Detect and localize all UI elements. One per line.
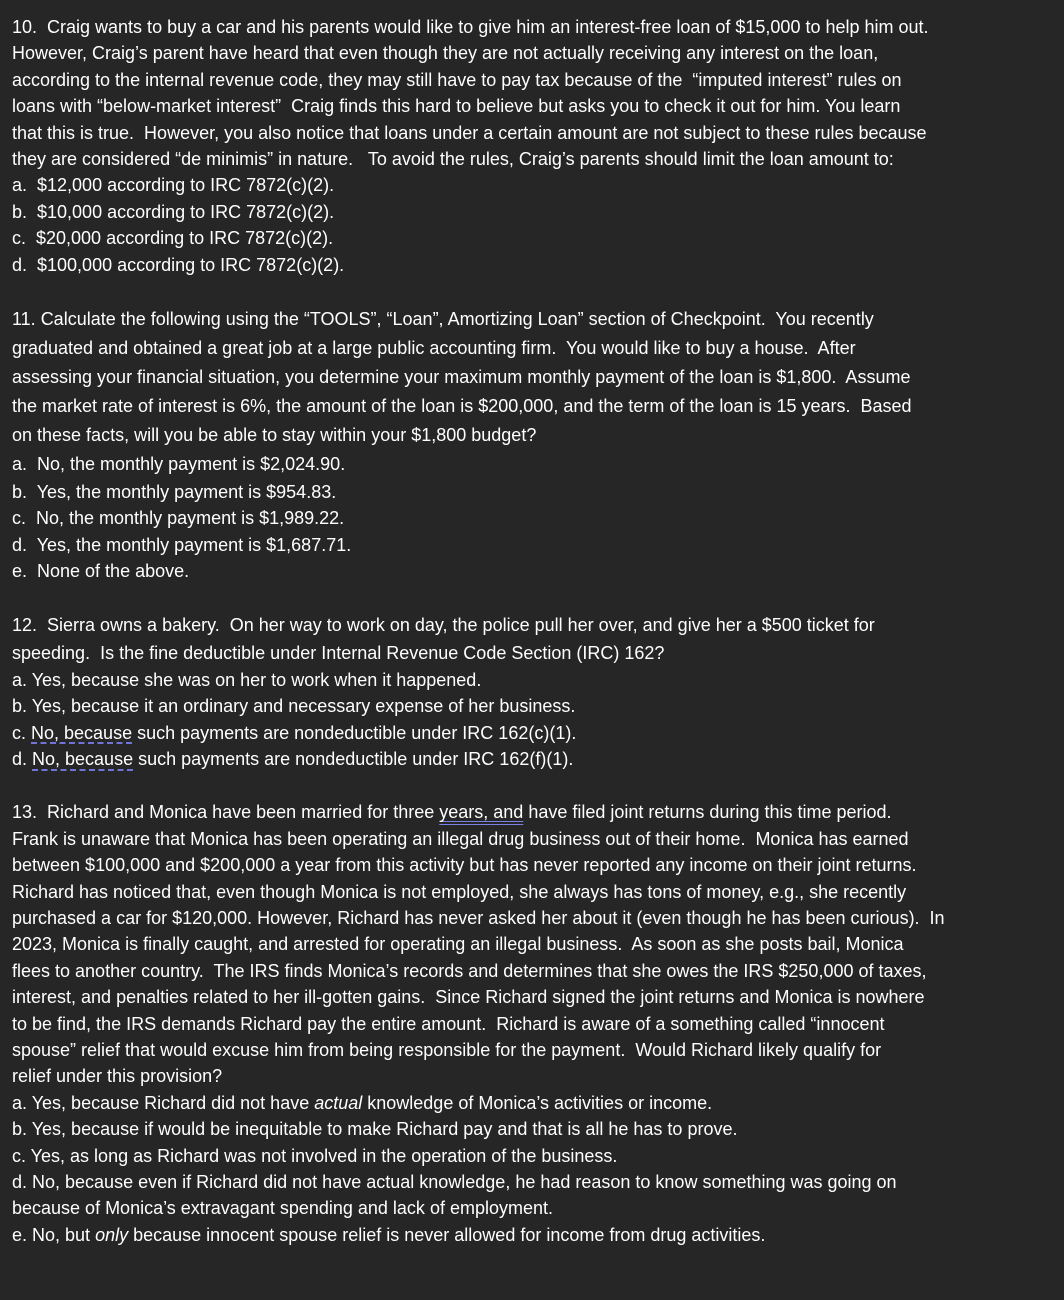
question-10-option-a: a. $12,000 according to IRC 7872(c)(2). xyxy=(12,175,335,196)
question-11-stem-line: the market rate of interest is 6%, the amount of the loan is $200,000, and the term of the loan is 15 years. Based xyxy=(12,395,912,416)
grammar-flag-text[interactable]: No, because xyxy=(32,749,134,770)
question-13-stem-line: flees to another country. The IRS finds Monica’s records and determines that she owes the IRS $250,000 of taxes, xyxy=(12,960,927,981)
question-11-option-c: c. No, the monthly payment is $1,989.22. xyxy=(12,508,345,529)
option-text: because innocent spouse relief is never allowed for income from drug activities. xyxy=(128,1224,766,1245)
option-c-prefix: c. xyxy=(12,722,32,743)
question-11-stem-line: on these facts, will you be able to stay within your $1,800 budget? xyxy=(12,424,537,445)
stem-text: have filed joint returns during this time period. xyxy=(523,802,892,823)
question-13-stem-line: Frank is unaware that Monica has been operating an illegal drug business out of their home. Monica has earned xyxy=(12,828,909,849)
grammar-flag-text[interactable]: years, and xyxy=(439,802,524,823)
question-12-option-d xyxy=(12,746,1056,772)
question-10-stem-line: that this is true. However, you also notice that loans under a certain amount are not subject to these rules because xyxy=(12,122,927,143)
question-12 xyxy=(12,611,1056,772)
question-13-stem-line: relief under this provision? xyxy=(12,1066,223,1087)
question-13-stem-line: 2023, Monica is finally caught, and arrested for operating an illegal business. As soon as she posts bail, Monica xyxy=(12,934,904,955)
question-10-stem-line: according to the internal revenue code, they may still have to pay tax because of the “imputed interest” rules on xyxy=(12,69,902,90)
stem-text: 13. Richard and Monica have been married for three xyxy=(12,802,440,823)
question-10-option-d: d. $100,000 according to IRC 7872(c)(2). xyxy=(12,254,345,275)
question-13-option-d-continued: because of Monica’s extravagant spending and lack of employment. xyxy=(12,1198,553,1219)
option-d-rest: such payments are nondeductible under IRC 162(f)(1). xyxy=(133,749,574,770)
question-10-stem-line: loans with “below-market interest” Craig finds this hard to believe but asks you to check it out for him. You learn xyxy=(12,96,901,117)
question-13-stem-line: between $100,000 and $200,000 a year from this activity but has never reported any income on their joint returns. xyxy=(12,855,917,876)
question-12-option-b: b. Yes, because it an ordinary and necessary expense of her business. xyxy=(12,696,576,717)
question-13-stem-line: to be find, the IRS demands Richard pay the entire amount. Richard is aware of a something called “innocent xyxy=(12,1013,885,1034)
question-13-option-a xyxy=(12,1090,1056,1116)
paragraph-gap xyxy=(12,772,1056,799)
question-13-option-d: d. No, because even if Richard did not have actual knowledge, he had reason to know something was going on xyxy=(12,1171,897,1192)
emphasis-text: only xyxy=(95,1224,129,1245)
question-10-option-b: b. $10,000 according to IRC 7872(c)(2). xyxy=(12,201,335,222)
question-12-stem-line: 12. Sierra owns a bakery. On her way to work on day, the police pull her over, and give her a $500 ticket for xyxy=(12,615,875,636)
question-11-option-e: e. None of the above. xyxy=(12,561,190,582)
option-text: e. No, but xyxy=(12,1224,96,1245)
question-12-option-a: a. Yes, because she was on her to work when it happened. xyxy=(12,669,482,690)
question-13-stem-line xyxy=(12,799,1056,825)
question-13-stem-line: Richard has noticed that, even though Monica is not employed, she always has tons of money, e.g., she recently xyxy=(12,881,907,902)
question-13-stem-line: purchased a car for $120,000. However, Richard has never asked her about it (even though he has been curious). In xyxy=(12,907,945,928)
question-11-stem-line: assessing your financial situation, you determine your maximum monthly payment of the loan is $1,800. Assume xyxy=(12,366,911,387)
paragraph-gap xyxy=(12,278,1056,305)
question-10-stem-line: However, Craig’s parent have heard that even though they are not actually receiving any interest on the loan, xyxy=(12,43,879,64)
question-10-stem-line: 10. Craig wants to buy a car and his parents would like to give him an interest-free loan of $15,000 to help him out. xyxy=(12,17,929,37)
question-10-stem-line: they are considered “de minimis” in nature. To avoid the rules, Craig’s parents should limit the loan amount to: xyxy=(12,148,894,169)
question-13-option-e xyxy=(12,1222,1056,1248)
question-11-option-a: a. No, the monthly payment is $2,024.90. xyxy=(12,453,346,474)
question-12-option-c xyxy=(12,720,1056,746)
question-13-stem-line: interest, and penalties related to her ill-gotten gains. Since Richard signed the joint returns and Monica is nowhere xyxy=(12,987,925,1008)
question-13-stem-line: spouse” relief that would excuse him from being responsible for the payment. Would Richard likely qualify for xyxy=(12,1039,882,1060)
question-13-option-b: b. Yes, because if would be inequitable to make Richard pay and that is all he has to prove. xyxy=(12,1119,738,1140)
question-11-option-b: b. Yes, the monthly payment is $954.83. xyxy=(12,481,337,502)
question-11-stem-line: 11. Calculate the following using the “TOOLS”, “Loan”, Amortizing Loan” section of Checkpoint. You recently xyxy=(12,308,874,329)
option-text: knowledge of Monica’s activities or income. xyxy=(362,1092,713,1113)
question-11-stem-line: graduated and obtained a great job at a large public accounting firm. You would like to buy a house. After xyxy=(12,337,856,358)
question-13 xyxy=(12,799,1056,1248)
question-11 xyxy=(12,305,1056,585)
option-c-rest: such payments are nondeductible under IRC 162(c)(1). xyxy=(132,722,577,743)
option-text: a. Yes, because Richard did not have xyxy=(12,1092,315,1113)
document-page xyxy=(12,14,1056,1248)
option-d-prefix: d. xyxy=(12,749,33,770)
question-12-stem-line: speeding. Is the fine deductible under Internal Revenue Code Section (IRC) 162? xyxy=(12,643,665,664)
grammar-flag-text[interactable]: No, because xyxy=(31,722,133,743)
question-11-option-d: d. Yes, the monthly payment is $1,687.71. xyxy=(12,534,352,555)
question-10-option-c: c. $20,000 according to IRC 7872(c)(2). xyxy=(12,228,334,249)
question-10 xyxy=(12,14,1056,278)
question-13-option-c: c. Yes, as long as Richard was not involved in the operation of the business. xyxy=(12,1145,618,1166)
paragraph-gap xyxy=(12,584,1056,611)
emphasis-text: actual xyxy=(314,1092,363,1113)
